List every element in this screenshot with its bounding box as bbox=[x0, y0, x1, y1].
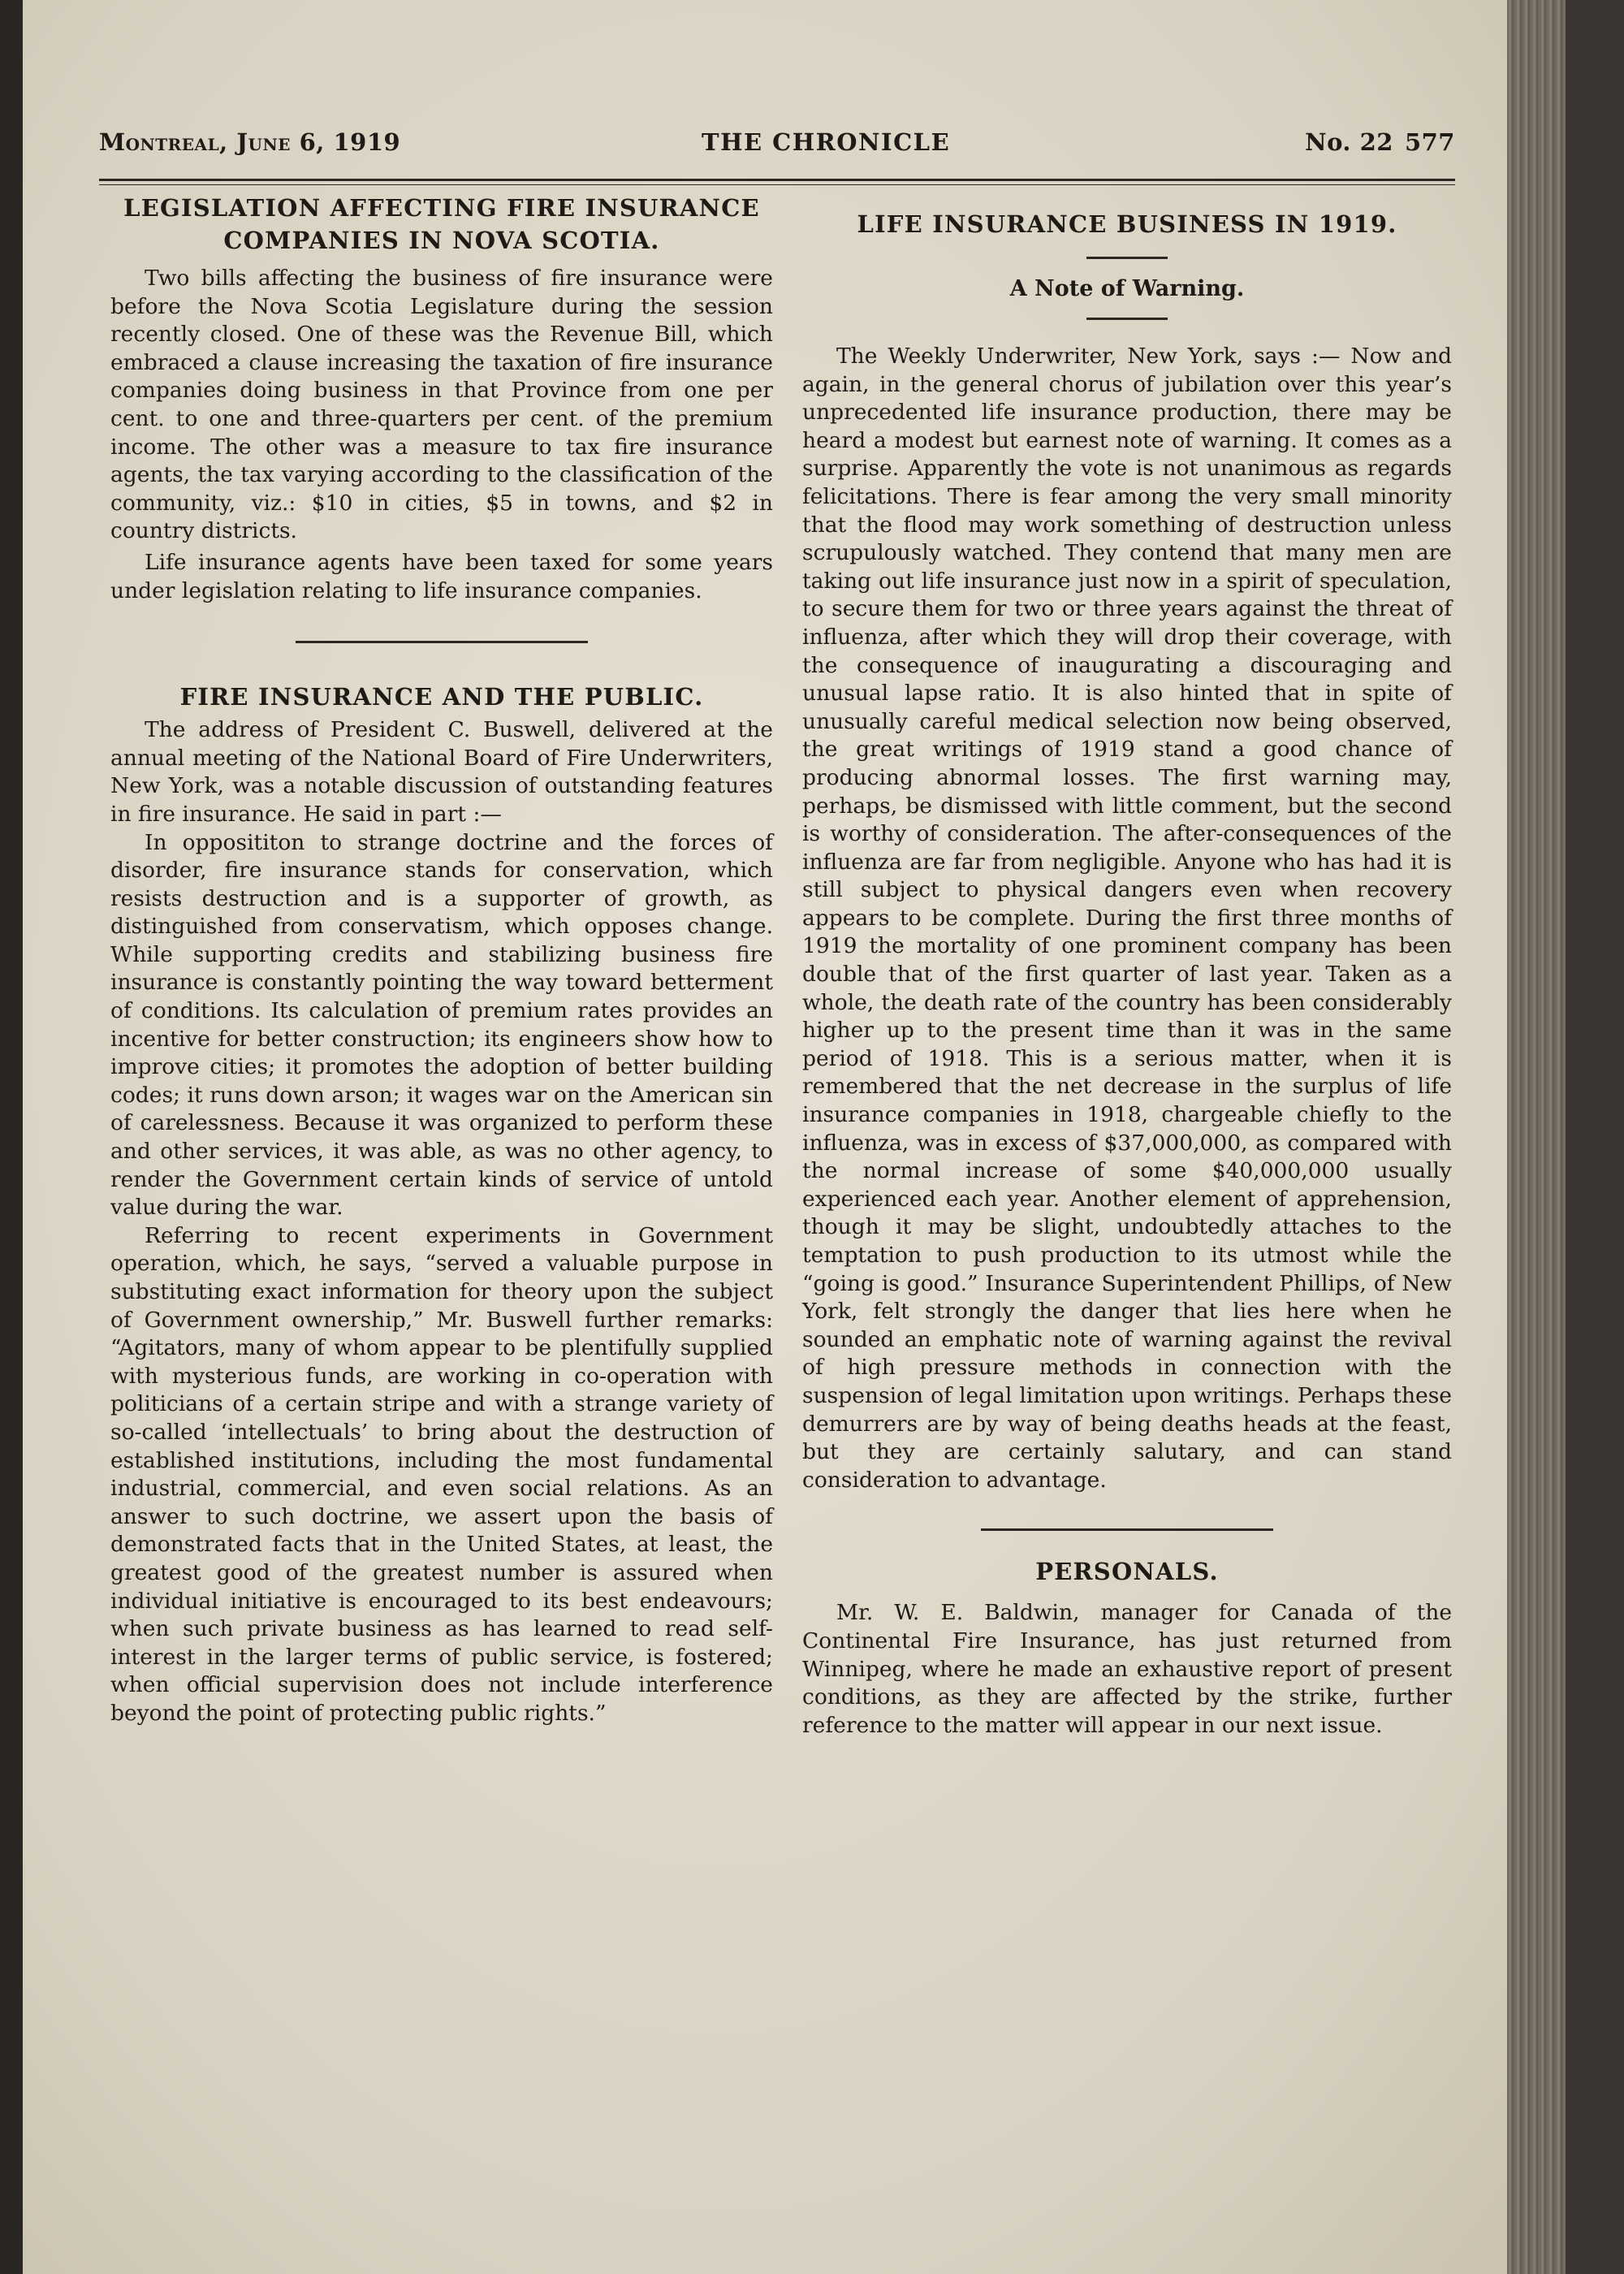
header-rule-thin bbox=[99, 184, 1455, 185]
running-head bbox=[99, 128, 1455, 169]
header-rule bbox=[99, 179, 1455, 181]
article-paragraph: The address of President C. Buswell, delivered at the annual meeting of the National Board of Fire Underwriters, New York, was a notable discussion of outstanding features in fire insurance. He said in part :— bbox=[110, 717, 773, 827]
article-title: LEGISLATION AFFECTING FIRE INSURANCE COMPANIES IN NOVA SCOTIA. bbox=[123, 194, 760, 254]
right-column bbox=[802, 192, 1452, 1740]
article-subtitle: A Note of Warning. bbox=[1009, 276, 1245, 301]
header-page-number: 577 bbox=[1404, 128, 1455, 156]
page-stack-edge bbox=[1507, 0, 1566, 2274]
article-title: PERSONALS. bbox=[1035, 1558, 1219, 1586]
header-location-date: Montreal, June 6, 1919 bbox=[99, 128, 401, 156]
scan-left-edge bbox=[0, 0, 23, 2274]
article-paragraph: Life insurance agents have been taxed for some years under legislation relating to life insurance companies. bbox=[110, 549, 773, 603]
left-column bbox=[110, 192, 773, 1728]
article-paragraph: Referring to recent experiments in Government operation, which, he says, “served a valuable purpose in substituting exact information for theory upon the subject of Government ownership,” Mr. Buswell further remarks: “Agitators, many of whom appear to be plentifully supplied with mysterious funds, are working in co-operation with politicians of a certain stripe and with a strange variety of so-called ‘intellectuals’ to bring about the destruction of established institutions, including the most fundamental industrial, commercial, and even social relations. As an answer to such doctrine, we assert upon the basis of demonstrated facts that in the United States, at least, the greatest good of the greatest number is assured when individual initiative is encouraged to its best endeavours; when such private business as has learned to read self-interest in the larger terms of public service, is fostered; when official supervision does not include interference beyond the point of protecting public rights.” bbox=[110, 1222, 773, 1726]
article-paragraph: Two bills affecting the business of fire insurance were before the Nova Scotia Legislature during the session recently closed. One of these was the Revenue Bill, which embraced a clause increasing the taxation of fire insurance companies doing business in that Province from one per cent. to one and three-quarters per cent. of the premium income. The other was a measure to tax fire insurance agents, the tax varying according to the classification of the community, viz.: $10 in cities, $5 in towns, and $2 in country districts. bbox=[110, 266, 773, 544]
article-title: FIRE INSURANCE AND THE PUBLIC. bbox=[179, 683, 704, 711]
article-paragraph: The Weekly Underwriter, New York, says :— Now and again, in the general chorus of jubilation over this year’s unprecedented life insurance production, there may be heard a modest but earnest note of warning. It comes as a surprise. Apparently the vote is not unanimous as regards felicitations. There is fear among the very small minority that the flood may work something of destruction unless scrupulously watched. They contend that many men are taking out life insurance just now in a spirit of speculation, to secure them for two or three years against the threat of influenza, after which they will drop their coverage, with the consequence of inaugurating a discouraging and unusual lapse ratio. It is also hinted that in spite of unusually careful medical selection now being observed, the great writings of 1919 stand a good chance of producing abnormal losses. The first warning may, perhaps, be dismissed with little comment, but the second is worthy of consideration. The after-consequences of the influenza are far from negligible. Anyone who has had it is still subject to physical dangers even when recovery appears to be complete. During the first three months of 1919 the mortality of one prominent company has been double that of the first quarter of last year. Taken as a whole, the death rate of the country has been considerably higher up to the present time than it was in the same period of 1918. This is a serious matter, when it is remembered that the net decrease in the surplus of life insurance companies in 1918, chargeable chiefly to the influenza, was in excess of $37,000,000, as compared with the normal increase of some $40,000,000 usually experienced each year. Another element of apprehension, though it may be slight, undoubtedly attaches to the temptation to push production to its utmost while the “going is good.” Insurance Superintendent Phillips, of New York, felt strongly the danger that lies here when he sounded an emphatic note of warning against the revival of high pressure methods in connection with the suspension of legal limitation upon writings. Perhaps these demurrers are by way of being deaths heads at the feast, but they are certainly salutary, and can stand consideration to advantage. bbox=[802, 344, 1452, 1493]
article-paragraph: Mr. W. E. Baldwin, manager for Canada of the Continental Fire Insurance, has just returned from Winnipeg, where he made an exhaustive report of present conditions, as they are affected by the strike, further reference to the matter will appear in our next issue. bbox=[802, 1600, 1452, 1738]
header-publication-title: THE CHRONICLE bbox=[702, 128, 951, 156]
article-title: LIFE INSURANCE BUSINESS IN 1919. bbox=[857, 210, 1397, 238]
header-issue: No. 22 bbox=[1305, 128, 1393, 156]
header-issue-page bbox=[1294, 128, 1455, 156]
article-paragraph: In opposititon to strange doctrine and the forces of disorder, fire insurance stands for conservation, which resists destruction and is a supporter of growth, as distinguished from conservatism, which opposes change. While supporting credits and stabilizing business fire insurance is constantly pointing the way toward betterment of conditions. Its calculation of premium rates provides an incentive for better construction; its engineers show how to improve cities; it promotes the adoption of better building codes; it runs down arson; it wages war on the American sin of carelessness. Because it was organized to perform these and other services, it was able, as was no other agency, to render the Government certain kinds of service of untold value during the war. bbox=[110, 829, 773, 1221]
